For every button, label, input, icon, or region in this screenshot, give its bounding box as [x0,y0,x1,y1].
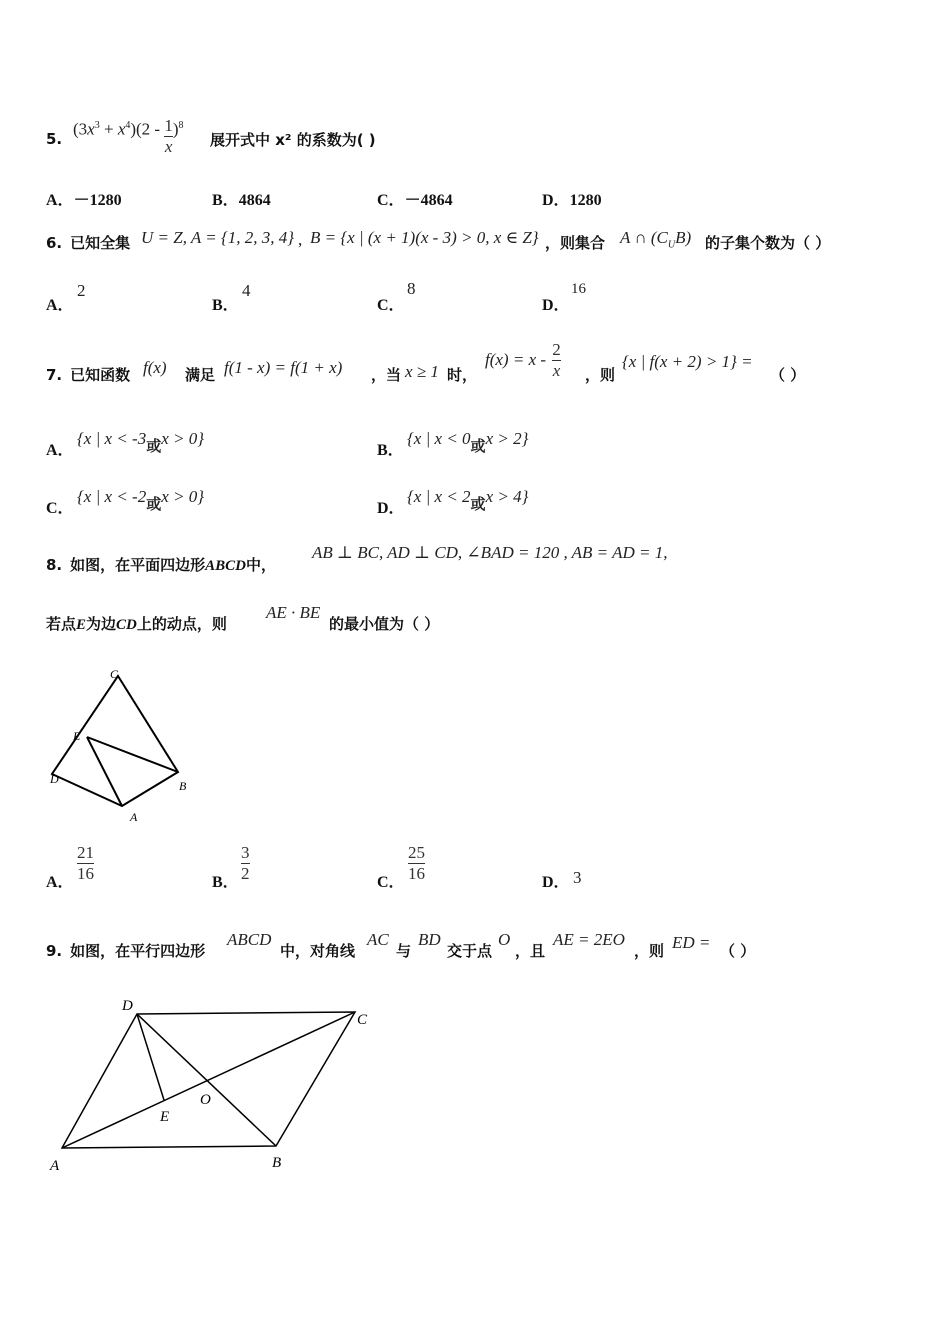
q5-option-d[interactable]: D．1280 [542,192,602,209]
q6-option-b-value: 4 [242,281,251,300]
q7-option-d[interactable]: D． [377,500,405,517]
q8-math-b: AE · BE [266,603,321,622]
q7-math-b: f(1 - x) = f(1 + x) [224,358,343,377]
q9-diagonal-ac [62,1012,355,1148]
q8-segment-ea [87,737,122,806]
q8-label-b: B [179,779,187,793]
q9-text-d: 交于点 [447,942,493,960]
q5-option-b[interactable]: B．4864 [212,192,271,209]
q6-math-b: B = {x | (x + 1)(x - 3) > 0, x ∈ Z} [310,228,539,247]
q6-math-a: U = Z, A = {1, 2, 3, 4} [141,228,295,247]
q7-option-a-value: {x | x < -3或x > 0} [77,429,205,455]
q7-option-b[interactable]: B． [377,442,404,459]
q7-line: 7. 已知函数 [46,366,131,384]
q7-math-c: x ≥ 1 [405,362,439,381]
q9-math-e: AE = 2EO [553,930,625,949]
q9-label-d: D [122,998,133,1014]
q9-text-e: ，且 [515,942,546,960]
q8-option-c[interactable]: C． [377,874,405,891]
q6-option-d[interactable]: D． [542,297,570,314]
q6-text-b: ，则集合 [545,234,606,252]
q9-math-c: BD [418,930,441,949]
q7-text-b: 满足 [185,366,216,384]
q7-option-c-value: {x | x < -2或x > 0} [77,487,205,513]
q6-option-d-value: 16 [571,281,586,297]
q5-option-c[interactable]: C．－4864 [377,192,453,209]
q9-math-a: ABCD [227,930,272,949]
q9-math-b: AC [367,930,389,949]
q8-label-a: A [130,810,138,824]
q6-option-a[interactable]: A． [46,297,74,314]
q8-line-1: 8. 如图，在平面四边形ABCD中， [46,556,277,574]
q6-sep: , [298,230,303,249]
q5-expression: $(3x^3 + x^4)(2$ - $\frac{1}{x}$ )$^8$ [73,116,184,156]
q5-number: 5. [46,130,63,148]
q9-label-c: C [357,1012,368,1028]
q6-math-c: A ∩ $(C_UB)$ [620,228,692,251]
q9-label-b: B [272,1155,282,1171]
q9-math-f: ED = [672,933,711,952]
q6-option-b[interactable]: B． [212,297,239,314]
q7-math-e: {x | f(x + 2) > 1} = [622,352,753,371]
q7-math-a: f(x) [143,358,167,377]
q9-line: 9. 如图，在平行四边形 [46,942,206,960]
q9-label-o: O [200,1092,211,1108]
q7-text-f: （ ） [770,366,806,384]
q7-option-b-value: {x | x < 0或x > 2} [407,429,529,455]
q9-label-a: A [50,1158,60,1174]
q5-question-text: 展开式中 x² 的系数为( ) [210,131,376,149]
q7-text-e: ，则 [585,366,616,384]
q8-option-d[interactable]: D． [542,874,570,891]
q9-text-b: 中，对角线 [280,942,356,960]
q8-option-a-value: 21 16 [77,843,94,883]
q6-line: 6. 已知全集 [46,234,131,252]
q8-figure [40,660,210,830]
q7-option-d-value: {x | x < 2或x > 4} [407,487,529,513]
q8-text-c: 的最小值为（ ） [329,615,440,633]
q8-math-a: AB ⊥ BC, AD ⊥ CD, ∠BAD = 120 , AB = AD = 1, [312,543,668,562]
q8-option-c-value: 25 16 [408,843,425,883]
q7-math-d: f(x) = x - $\frac{2}{x}$ [485,340,561,380]
q8-line-2: 若点E为边CD上的动点，则 [46,615,227,633]
q6-text-c: 的子集个数为（ ） [705,234,831,252]
q8-option-d-value: 3 [573,868,582,887]
q9-label-e: E [160,1109,170,1125]
q9-figure [40,990,380,1180]
q8-option-b[interactable]: B． [212,874,239,891]
q9-text-c: 与 [396,942,412,960]
q9-text-f: ，则 [634,942,665,960]
q7-text-c: ，当 [371,366,402,384]
q6-option-a-value: 2 [77,281,86,300]
q7-option-c[interactable]: C． [46,500,74,517]
q8-label-d: D [50,772,59,786]
q7-option-a[interactable]: A． [46,442,74,459]
q8-option-b-value: 3 2 [241,843,250,883]
q7-text-d: 时， [447,366,478,384]
q9-math-d: O [498,930,511,949]
q8-option-a[interactable]: A． [46,874,74,891]
q8-segment-eb [87,737,178,772]
q6-option-c[interactable]: C． [377,297,405,314]
q6-option-c-value: 8 [407,279,416,298]
q8-label-e: E [73,729,81,743]
q9-text-g: （ ） [720,942,756,960]
q5-option-a[interactable]: A．－1280 [46,192,122,209]
q8-quadrilateral [52,676,178,806]
q8-label-c: C [110,667,119,681]
